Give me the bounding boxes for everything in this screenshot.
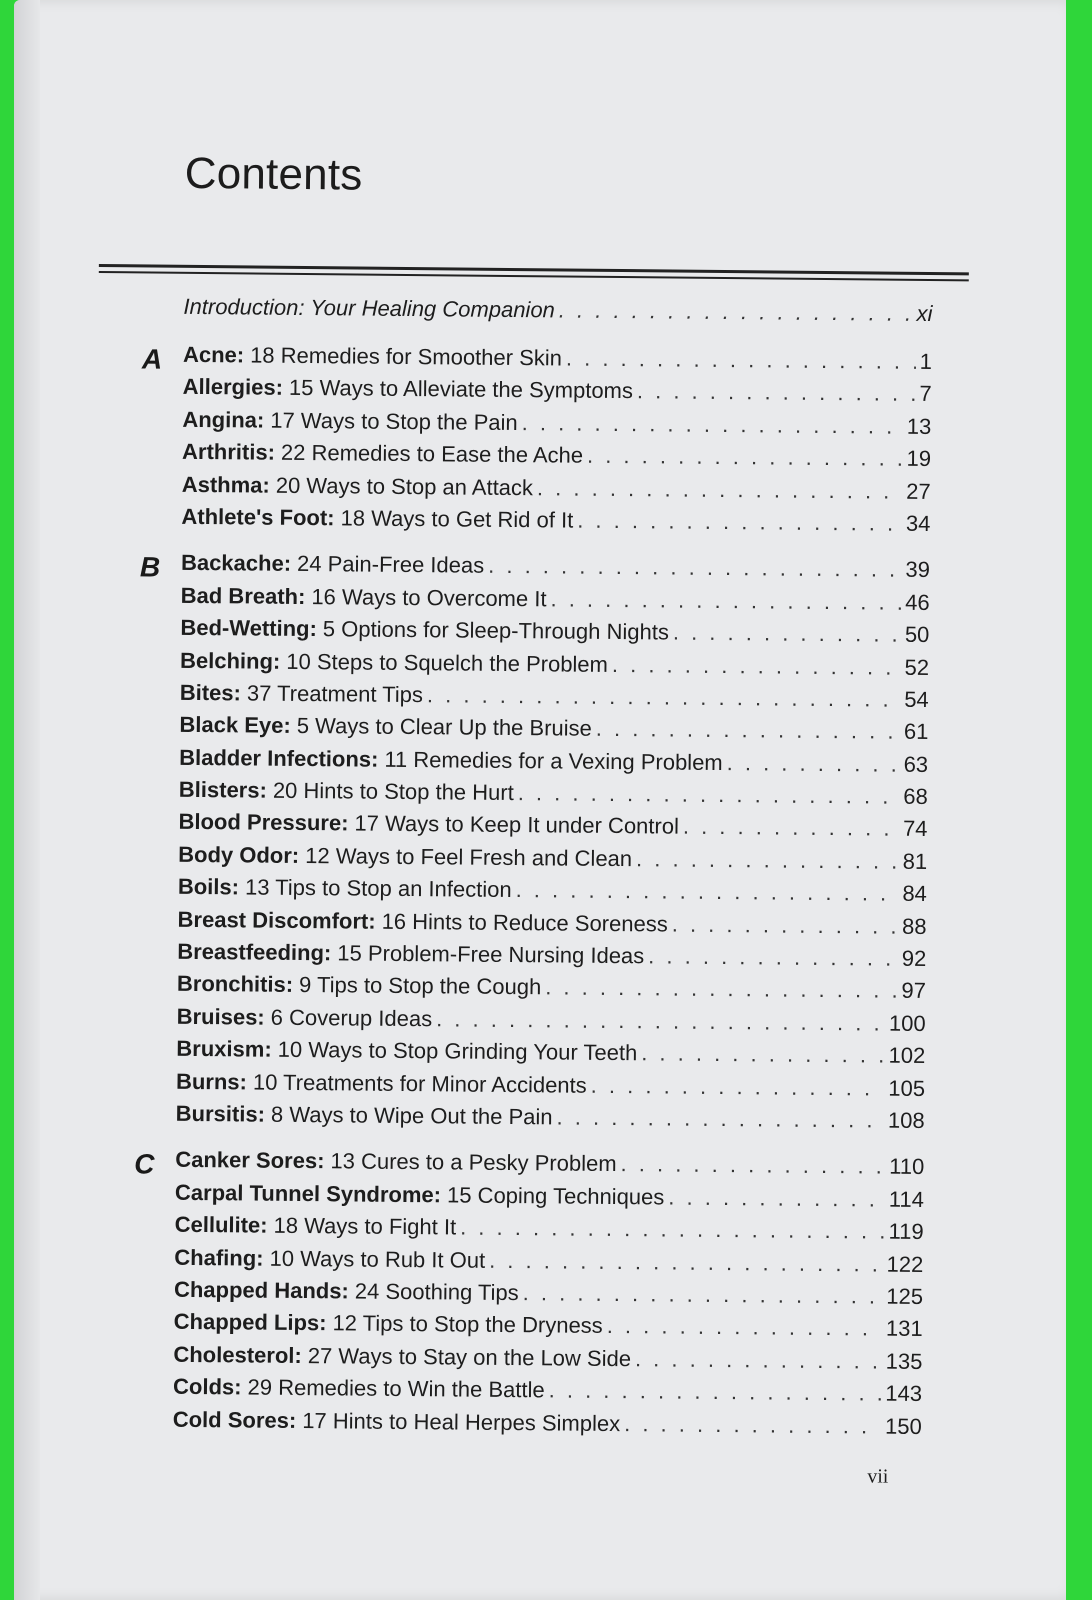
entry-page-number: 122: [886, 1251, 924, 1277]
entry-subtitle: 12 Ways to Feel Fresh and Clean: [305, 842, 633, 872]
entry-page-number: 74: [902, 816, 928, 842]
page-title: Contents: [184, 148, 363, 200]
entry-topic: Breast Discomfort:: [177, 906, 376, 934]
entry-subtitle: 8 Ways to Wipe Out the Pain: [270, 1101, 553, 1130]
page-folio: vii: [867, 1465, 889, 1488]
entry-subtitle: 18 Remedies for Smoother Skin: [250, 342, 563, 371]
entry-topic: Backache:: [180, 550, 292, 577]
entry-topic: Blood Pressure:: [178, 809, 349, 836]
toc-entry: [132, 1406, 922, 1446]
entry-topic: Burns:: [175, 1068, 248, 1095]
page-content: [14, 0, 1066, 1600]
toc-sections: [132, 341, 932, 1445]
entry-topic: Belching:: [179, 647, 281, 674]
entry-page-number: 119: [888, 1218, 924, 1245]
entry-subtitle: 16 Ways to Overcome It: [311, 583, 547, 612]
entry-page-number: 84: [902, 881, 927, 907]
dot-leader: [489, 1247, 883, 1277]
entry-subtitle: 17 Ways to Keep It under Control: [354, 810, 680, 840]
entry-page-number: 105: [888, 1075, 926, 1101]
entry-page-number: 13: [906, 413, 932, 439]
entry-topic: Bruises:: [176, 1003, 265, 1030]
entry-subtitle: 27 Ways to Stay on the Low Side: [307, 1342, 632, 1371]
entry-subtitle: 9 Tips to Stop the Cough: [298, 972, 542, 1000]
toc-intro-entry: [142, 293, 932, 335]
dot-leader: [556, 1104, 884, 1133]
dot-leader: [596, 716, 900, 745]
entry-page-number: 143: [885, 1380, 923, 1407]
entry-subtitle: 12 Tips to Stop the Dryness: [332, 1310, 603, 1339]
entry-topic: Bursitis:: [175, 1100, 266, 1127]
entry-topic: Blisters:: [178, 776, 268, 803]
entry-page-number: 81: [902, 848, 928, 874]
dot-leader: [612, 651, 901, 680]
entry-page-number: 114: [888, 1186, 925, 1212]
entry-topic: Cholesterol:: [173, 1341, 302, 1368]
entry-topic: Allergies:: [182, 374, 284, 401]
entry-subtitle: 15 Coping Techniques: [446, 1182, 665, 1210]
entry-topic: Bites:: [179, 679, 242, 706]
entry-topic: Arthritis:: [181, 439, 276, 465]
entry-subtitle: 13 Tips to Stop an Infection: [244, 874, 512, 903]
entry-subtitle: 10 Ways to Rub It Out: [269, 1245, 486, 1273]
book-page: [14, 0, 1066, 1600]
dot-leader: [727, 750, 900, 778]
dot-leader: [460, 1215, 885, 1245]
entry-page-number: 34: [905, 510, 931, 536]
entry-subtitle: 5 Options for Sleep-Through Nights: [322, 616, 670, 645]
entry-topic: Cold Sores:: [172, 1406, 297, 1433]
entry-page-number: 63: [903, 751, 929, 777]
entry-topic: Acne:: [182, 341, 245, 368]
dot-leader: [516, 877, 899, 907]
entry-page-number: 131: [885, 1315, 923, 1342]
dot-leader: [587, 443, 903, 472]
entry-page-number: 125: [886, 1283, 924, 1309]
entry-subtitle: 10 Treatments for Minor Accidents: [252, 1069, 587, 1098]
dot-leader: [488, 553, 902, 583]
entry-subtitle: 20 Ways to Stop an Attack: [275, 472, 534, 500]
entry-subtitle: 29 Remedies to Win the Battle: [247, 1374, 545, 1403]
dot-leader: [577, 508, 902, 537]
toc-section-a: [140, 341, 932, 543]
section-letter: A: [141, 343, 163, 375]
entry-page-number: 97: [901, 978, 927, 1004]
dot-leader: [591, 1072, 885, 1101]
dot-leader: [620, 1151, 885, 1180]
dot-leader: [545, 975, 897, 1004]
entry-topic: Colds:: [172, 1373, 242, 1400]
dot-leader: [636, 846, 899, 875]
toc-section-b: [135, 550, 931, 1141]
entry-page-number: 19: [906, 445, 932, 472]
dot-leader: [668, 1184, 885, 1212]
dot-leader: [683, 814, 899, 842]
entry-subtitle: 37 Treatment Tips: [246, 680, 424, 708]
entry-page-number: 1: [919, 348, 933, 375]
entry-page-number: 110: [889, 1154, 925, 1180]
intro-page-number: xi: [916, 300, 933, 327]
dot-leader: [523, 1280, 883, 1309]
toc-entry: [140, 503, 930, 543]
entry-topic: Bed-Wetting:: [180, 614, 317, 642]
table-of-contents: [132, 293, 933, 1445]
dot-leader: [537, 475, 903, 505]
section-letter: C: [134, 1148, 155, 1180]
entry-page-number: 100: [888, 1010, 926, 1036]
entry-page-number: 150: [884, 1413, 922, 1439]
entry-subtitle: 17 Hints to Heal Herpes Simplex: [302, 1407, 621, 1436]
intro-label: Introduction: Your Healing Companion: [183, 293, 555, 323]
entry-topic: Chapped Hands:: [173, 1276, 349, 1304]
entry-page-number: 39: [905, 557, 931, 583]
dot-leader: [635, 1346, 882, 1374]
entry-topic: Boils:: [177, 874, 240, 900]
entry-topic: Bad Breath:: [180, 582, 306, 609]
entry-subtitle: 16 Hints to Reduce Soreness: [381, 908, 668, 937]
entry-page-number: 50: [904, 621, 930, 648]
entry-subtitle: 10 Steps to Squelch the Problem: [286, 648, 609, 677]
entry-subtitle: 24 Pain-Free Ideas: [296, 551, 485, 579]
entry-topic: Athlete's Foot:: [181, 503, 335, 531]
section-letter: B: [139, 551, 161, 583]
dot-leader: [522, 410, 903, 440]
entry-topic: Asthma:: [181, 471, 270, 498]
entry-page-number: 102: [888, 1042, 926, 1069]
entry-subtitle: 24 Soothing Tips: [354, 1278, 519, 1306]
dot-leader: [566, 346, 916, 375]
entry-page-number: 46: [905, 589, 930, 615]
dot-leader: [607, 1313, 882, 1342]
entry-subtitle: 22 Remedies to Ease the Ache: [280, 439, 584, 468]
entry-subtitle: 15 Problem-Free Nursing Ideas: [337, 940, 645, 969]
entry-page-number: 88: [901, 913, 927, 939]
entry-subtitle: 18 Ways to Fight It: [273, 1212, 457, 1240]
entry-page-number: 108: [887, 1107, 925, 1133]
entry-topic: Canker Sores:: [175, 1147, 325, 1174]
toc-section-c: [132, 1147, 925, 1446]
dot-leader: [436, 1006, 885, 1036]
entry-page-number: 61: [903, 719, 929, 745]
dot-leader: [673, 620, 901, 648]
entry-topic: Chafing:: [174, 1244, 264, 1271]
entry-subtitle: 20 Hints to Stop the Hurt: [272, 777, 514, 806]
toc-entry: [135, 1100, 925, 1140]
entry-topic: Bladder Infections:: [179, 744, 379, 772]
entry-subtitle: 11 Remedies for a Vexing Problem: [384, 746, 723, 775]
dot-leader: [559, 297, 913, 326]
entry-page-number: 7: [919, 381, 932, 407]
dot-leader: [641, 1040, 885, 1068]
entry-page-number: 54: [904, 686, 929, 712]
entry-topic: Breastfeeding:: [177, 938, 332, 966]
entry-topic: Carpal Tunnel Syndrome:: [174, 1179, 442, 1208]
entry-topic: Black Eye:: [179, 712, 291, 739]
dot-leader: [648, 943, 898, 971]
entry-page-number: 52: [904, 654, 930, 680]
entry-page-number: 68: [903, 783, 928, 810]
entry-subtitle: 18 Ways to Get Rid of It: [340, 505, 574, 533]
dot-leader: [672, 911, 899, 939]
entry-subtitle: 17 Ways to Stop the Pain: [270, 407, 518, 435]
entry-topic: Body Odor:: [178, 841, 300, 868]
entry-subtitle: 10 Ways to Stop Grinding Your Teeth: [277, 1036, 638, 1066]
entry-topic: Cellulite:: [174, 1211, 268, 1238]
dot-leader: [624, 1411, 881, 1439]
dot-leader: [550, 586, 901, 615]
dot-leader: [518, 780, 900, 810]
entry-page-number: 27: [906, 478, 931, 504]
entry-topic: Angina:: [182, 406, 265, 433]
entry-page-number: 135: [885, 1348, 923, 1374]
entry-subtitle: 6 Coverup Ideas: [270, 1004, 433, 1032]
entry-subtitle: 5 Ways to Clear Up the Bruise: [296, 713, 592, 742]
dot-leader: [637, 379, 916, 408]
entry-topic: Chapped Lips:: [173, 1309, 327, 1336]
dot-leader: [427, 682, 901, 713]
entry-topic: Bruxism:: [176, 1036, 272, 1062]
entry-subtitle: 15 Ways to Alleviate the Symptoms: [288, 375, 634, 404]
entry-page-number: 92: [901, 945, 927, 972]
entry-subtitle: 13 Cures to a Pesky Problem: [330, 1148, 617, 1177]
entry-topic: Bronchitis:: [176, 971, 294, 998]
dot-leader: [549, 1378, 882, 1407]
